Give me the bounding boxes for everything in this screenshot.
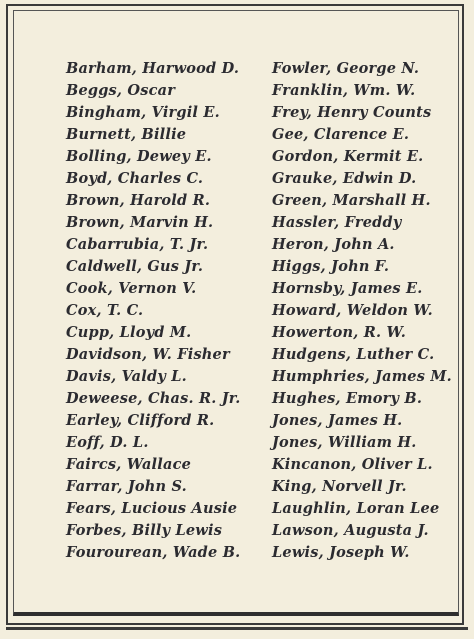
name-entry: Kincanon, Oliver L. xyxy=(272,456,433,473)
name-entry: Davis, Valdy L. xyxy=(66,368,187,385)
name-entry: Farrar, John S. xyxy=(66,478,187,495)
name-entry: Lawson, Augusta J. xyxy=(272,522,429,539)
name-entry: Grauke, Edwin D. xyxy=(272,170,417,187)
name-entry: Lewis, Joseph W. xyxy=(272,544,410,561)
name-entry: Franklin, Wm. W. xyxy=(272,82,416,99)
name-entry: Faircs, Wallace xyxy=(66,456,192,473)
name-entry: Frey, Henry Counts xyxy=(272,104,432,121)
name-entry: Brown, Harold R. xyxy=(66,192,211,209)
name-entry: Fourourean, Wade B. xyxy=(66,544,241,561)
name-entry: Forbes, Billy Lewis xyxy=(66,522,223,539)
name-entry: Hassler, Freddy xyxy=(272,214,402,231)
name-entry: Deweese, Chas. R. Jr. xyxy=(66,390,241,407)
name-entry: Cook, Vernon V. xyxy=(66,280,197,297)
name-entry: Burnett, Billie xyxy=(66,126,187,143)
name-entry: Eoff, D. L. xyxy=(66,434,149,451)
name-entry: Earley, Clifford R. xyxy=(66,412,215,429)
name-entry: Howerton, R. W. xyxy=(272,324,406,341)
name-entry: Gordon, Kermit E. xyxy=(272,148,424,165)
name-entry: Cox, T. C. xyxy=(66,302,144,319)
name-entry: Hughes, Emory B. xyxy=(272,390,423,407)
name-entry: Hudgens, Luther C. xyxy=(272,346,435,363)
name-entry: Beggs, Oscar xyxy=(66,82,176,99)
name-entry: Jones, William H. xyxy=(272,434,417,451)
names-column-right xyxy=(272,58,452,564)
name-entry: Gee, Clarence E. xyxy=(272,126,410,143)
name-entry: Bingham, Virgil E. xyxy=(66,104,220,121)
name-entry: Howard, Weldon W. xyxy=(272,302,433,319)
name-entry: Cabarrubia, T. Jr. xyxy=(66,236,209,253)
name-entry: Green, Marshall H. xyxy=(272,192,431,209)
name-entry: Humphries, James M. xyxy=(272,368,452,385)
names-column-left xyxy=(66,58,241,564)
name-entry: Bolling, Dewey E. xyxy=(66,148,212,165)
name-entry: Barham, Harwood D. xyxy=(66,60,240,77)
name-entry: Brown, Marvin H. xyxy=(66,214,214,231)
name-entry: Jones, James H. xyxy=(272,412,403,429)
name-entry: Fowler, George N. xyxy=(272,60,420,77)
name-entry: Boyd, Charles C. xyxy=(66,170,204,187)
name-entry: Higgs, John F. xyxy=(272,258,390,275)
name-entry: Davidson, W. Fisher xyxy=(66,346,230,363)
name-entry: Heron, John A. xyxy=(272,236,395,253)
name-entry: Laughlin, Loran Lee xyxy=(272,500,440,517)
name-entry: Caldwell, Gus Jr. xyxy=(66,258,204,275)
name-entry: King, Norvell Jr. xyxy=(272,478,407,495)
name-entry: Hornsby, James E. xyxy=(272,280,423,297)
bottom-rule xyxy=(6,627,468,630)
name-entry: Fears, Lucious Ausie xyxy=(66,500,238,517)
name-entry: Cupp, Lloyd M. xyxy=(66,324,192,341)
